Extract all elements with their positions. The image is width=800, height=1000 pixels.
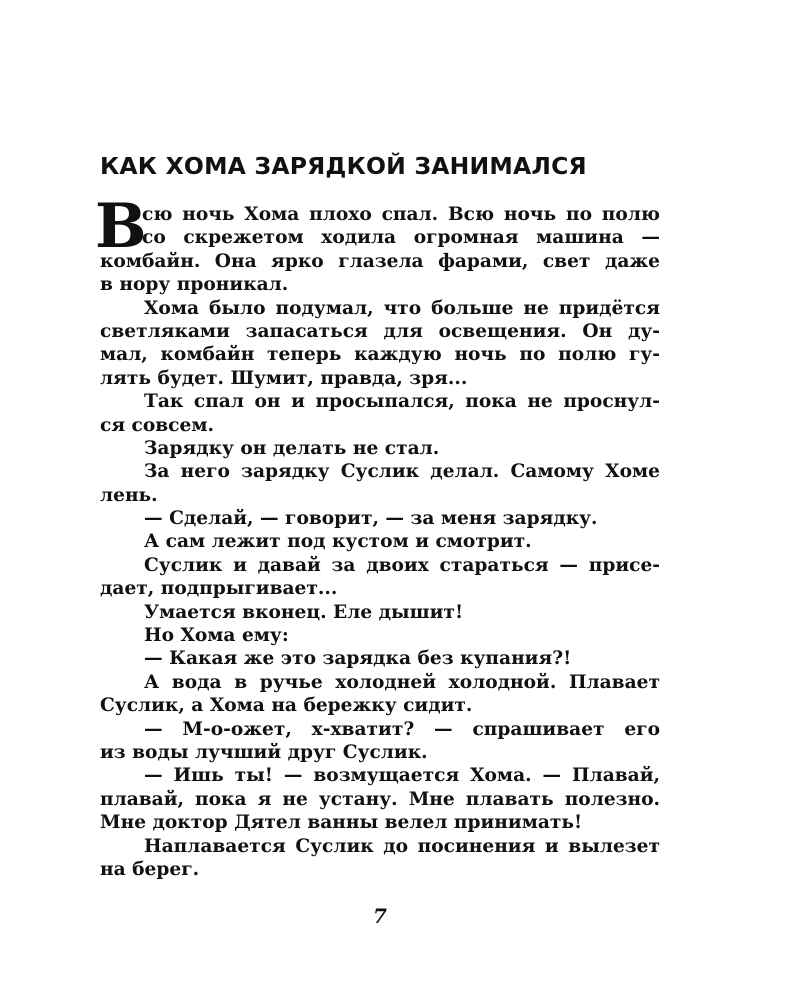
- text-line: Мне доктор Дятел ванны велел принимать!: [100, 812, 583, 834]
- text-line: Умается вконец. Еле дышит!: [144, 601, 464, 623]
- chapter-title: КАК ХОМА ЗАРЯДКОЙ ЗАНИМАЛСЯ: [100, 152, 587, 180]
- text-line: со скрежетом ходила огромная машина —: [142, 227, 660, 249]
- text-line: А сам лежит под кустом и смотрит.: [144, 531, 532, 553]
- text-line: комбайн. Она ярко глазела фарами, свет даже: [100, 250, 660, 272]
- text-line: Хома было подумал, что больше не придётся: [144, 297, 660, 319]
- text-line: Так спал он и просыпался, пока не проснул-: [144, 391, 660, 413]
- text-line: Зарядку он делать не стал.: [144, 437, 440, 459]
- drop-cap: В: [95, 191, 147, 262]
- text-line: Наплавается Суслик до посинения и вылезет: [144, 835, 660, 857]
- page-number: 7: [373, 904, 387, 928]
- text-line: — Ишь ты! — возмущается Хома. — Плавай,: [144, 765, 660, 787]
- text-line: лять будет. Шумит, правда, зря...: [100, 367, 468, 389]
- text-line: Но Хома ему:: [144, 625, 289, 647]
- text-line: — Сделай, — говорит, — за меня зарядку.: [144, 508, 598, 530]
- body-text: [95, 191, 660, 881]
- text-line: из воды лучший друг Суслик.: [100, 741, 428, 763]
- text-line: — Какая же это зарядка без купания?!: [144, 648, 572, 670]
- text-line: на берег.: [100, 858, 200, 880]
- text-line: плавай, пока я не устану. Мне плавать полезно.: [100, 788, 660, 810]
- text-line: в нору проникал.: [100, 274, 289, 296]
- text-line: А вода в ручье холодней холодной. Плавает: [144, 671, 660, 693]
- text-line: Суслик и давай за двоих стараться — присе-: [144, 554, 660, 576]
- text-line: Суслик, а Хома на бережку сидит.: [100, 695, 473, 717]
- text-line: лень.: [100, 484, 158, 506]
- text-line: За него зарядку Суслик делал. Самому Хоме: [144, 461, 660, 483]
- text-line: ся совсем.: [100, 414, 214, 436]
- text-line: — М-о-ожет, х-хватит? — спрашивает его: [144, 718, 660, 740]
- text-line: светляками запасаться для освещения. Он ду-: [100, 320, 660, 342]
- text-line: мал, комбайн теперь каждую ночь по полю гу-: [100, 344, 660, 366]
- text-line: дает, подпрыгивает...: [100, 578, 338, 600]
- text-line: сю ночь Хома плохо спал. Всю ночь по полю: [142, 204, 660, 225]
